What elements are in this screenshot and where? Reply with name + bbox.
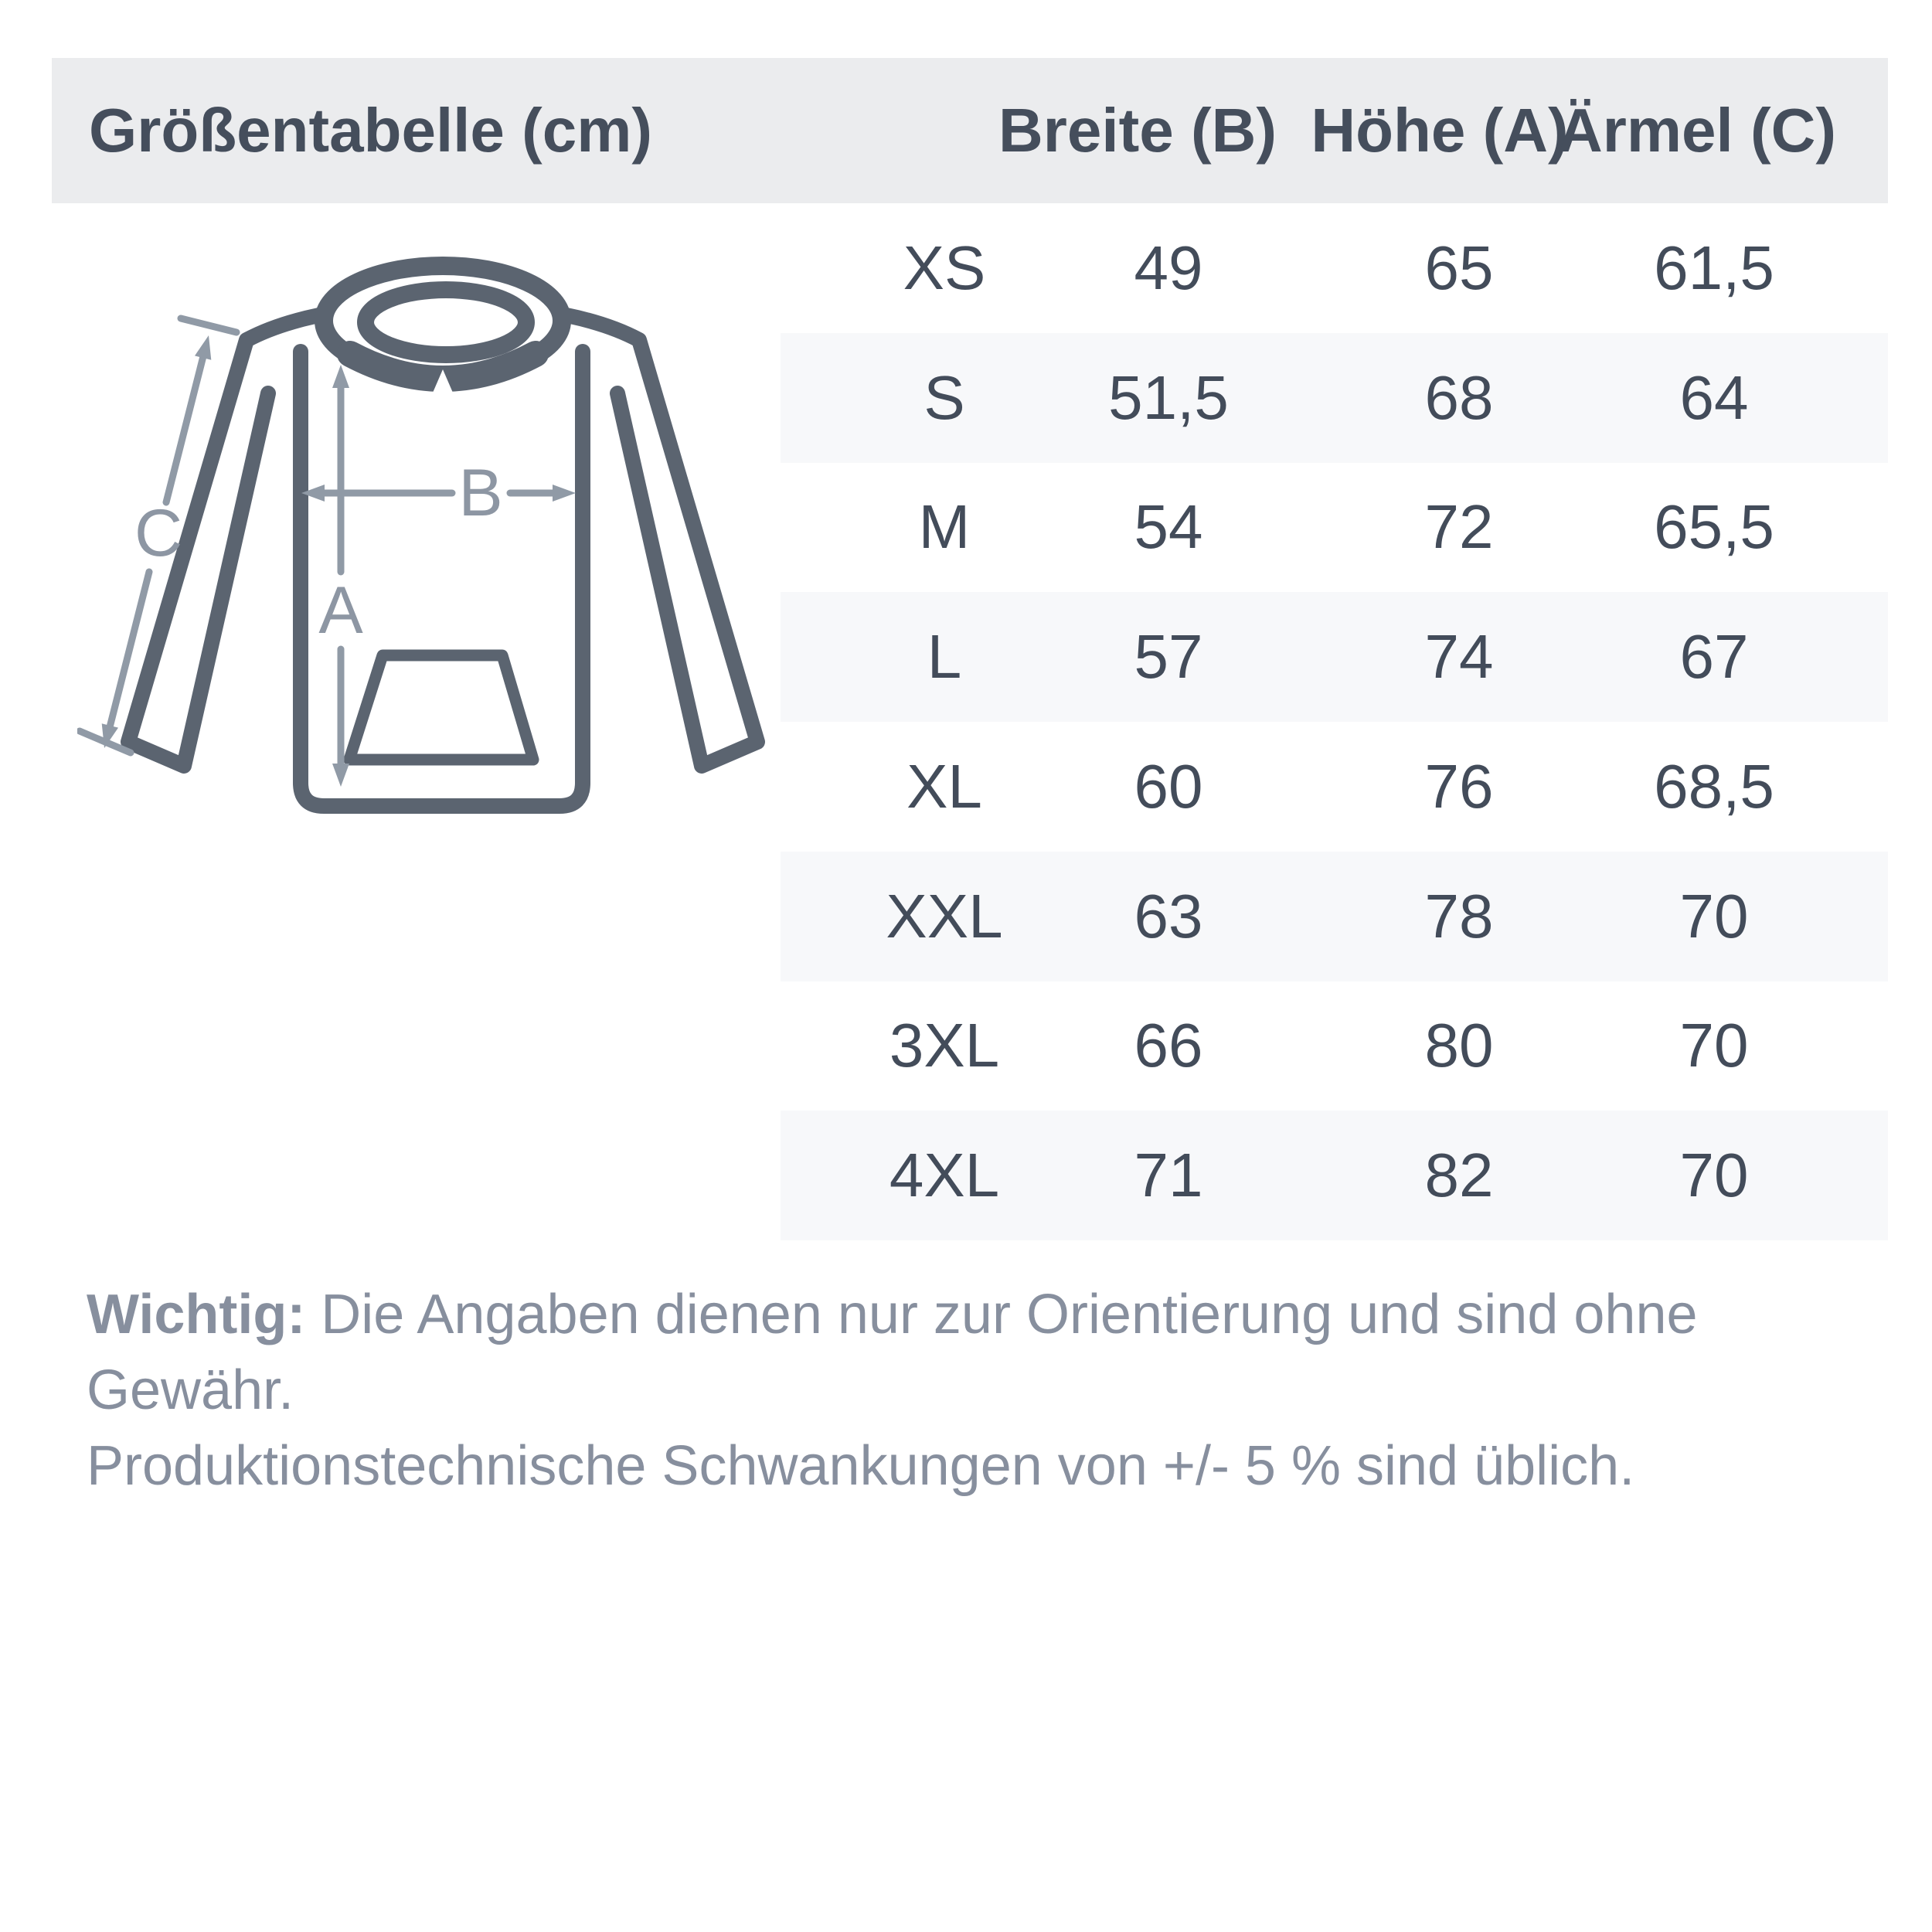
aermel-cell: 61,5 (1654, 233, 1774, 302)
disclaimer-text: Die Angaben dienen nur zur Orientierung und sind ohne Gewähr. (87, 1284, 1698, 1421)
aermel-cell: 70 (1679, 881, 1749, 951)
breite-cell: 51,5 (1108, 362, 1229, 432)
size-cell: S (923, 362, 965, 432)
disclaimer-line-1 (87, 1277, 1864, 1428)
table-row-xs (781, 203, 1888, 333)
column-header-aermel: Ärmel (C) (1557, 96, 1837, 165)
arrowhead-c-top (195, 333, 217, 359)
table-row-s (781, 333, 1888, 463)
disclaimer-bold: Wichtig: (87, 1284, 306, 1345)
hoodie-measurement-diagram (77, 255, 773, 873)
size-chart-header (52, 58, 1888, 203)
table-row-4xl (781, 1111, 1888, 1240)
dimension-c-tick (181, 318, 236, 332)
size-cell: XS (903, 233, 986, 302)
table-row-3xl (781, 981, 1888, 1111)
aermel-cell: 70 (1679, 1011, 1749, 1080)
breite-cell: 63 (1134, 881, 1203, 951)
disclaimer-note (87, 1277, 1864, 1504)
hoehe-cell: 80 (1424, 1011, 1494, 1080)
page-title: Größentabelle (cm) (89, 96, 653, 165)
size-table (781, 203, 1888, 1240)
aermel-cell: 65,5 (1654, 492, 1774, 562)
breite-cell: 60 (1134, 751, 1203, 821)
hoehe-cell: 68 (1424, 362, 1494, 432)
dimension-label-b: B (458, 456, 503, 530)
table-row-xxl (781, 852, 1888, 981)
arrowhead-b-right (553, 485, 576, 502)
column-header-hoehe: Höhe (A) (1311, 96, 1569, 165)
aermel-cell: 67 (1679, 622, 1749, 692)
hoodie-pocket (349, 655, 533, 760)
table-row-m (781, 463, 1888, 593)
hood-inner (366, 290, 526, 355)
hoehe-cell: 72 (1424, 492, 1494, 562)
breite-cell: 49 (1134, 233, 1203, 302)
table-row-xl (781, 722, 1888, 852)
size-cell: XL (906, 751, 982, 821)
dimension-label-c: C (134, 496, 183, 570)
hoehe-cell: 65 (1424, 233, 1494, 302)
aermel-cell: 68,5 (1654, 751, 1774, 821)
hoehe-cell: 74 (1424, 622, 1494, 692)
hoodie-illustration (77, 255, 773, 873)
size-cell: L (927, 622, 962, 692)
arrowhead-a-bottom (332, 764, 349, 787)
size-cell: 4XL (889, 1141, 1000, 1210)
aermel-cell: 64 (1679, 362, 1749, 432)
disclaimer-line-2: Produktionstechnische Schwankungen von +/- 5 % sind üblich. (87, 1435, 1635, 1497)
hoehe-cell: 76 (1424, 751, 1494, 821)
breite-cell: 57 (1134, 622, 1203, 692)
table-row-l (781, 592, 1888, 722)
breite-cell: 71 (1134, 1141, 1203, 1210)
arrowhead-a-top (332, 365, 349, 388)
hoehe-cell: 78 (1424, 881, 1494, 951)
column-header-breite: Breite (B) (998, 96, 1277, 165)
aermel-cell: 70 (1679, 1141, 1749, 1210)
hoehe-cell: 82 (1424, 1141, 1494, 1210)
dimension-label-a: A (318, 573, 363, 648)
size-cell: M (918, 492, 971, 562)
breite-cell: 54 (1134, 492, 1203, 562)
hoodie-right-sleeve (484, 305, 757, 766)
size-cell: XXL (886, 881, 1003, 951)
breite-cell: 66 (1134, 1011, 1203, 1080)
size-cell: 3XL (889, 1011, 1000, 1080)
